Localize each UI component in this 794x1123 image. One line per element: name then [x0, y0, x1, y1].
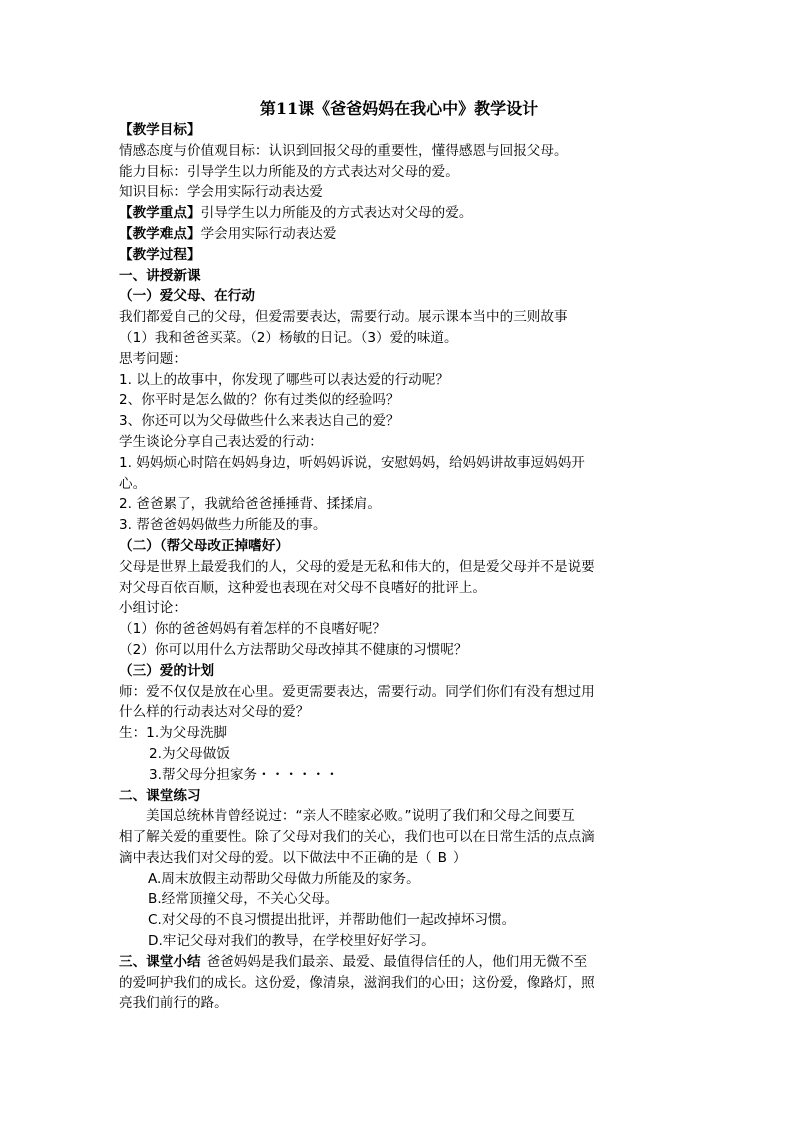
section3-heading: 三、课堂小结: [119, 953, 201, 970]
key-text: 引导学生以力所能及的方式表达对父母的爱。: [200, 205, 473, 222]
student-item-2: 2.为父母做饭: [149, 745, 230, 762]
question-2: 2、你平时是怎么做的？你有过类似的经验吗？: [119, 392, 400, 409]
section1-heading: 一、讲授新课: [119, 267, 201, 284]
group-question-2: （2）你可以用什么方法帮助父母改掉其不健康的习惯呢？: [119, 641, 468, 658]
part3-heading: （三）爱的计划: [119, 662, 215, 679]
part2-heading: （二）（帮父母改正掉嗜好）: [119, 537, 289, 554]
part2-text-line-1: 父母是世界上最爱我们的人，父母的爱是无私和伟大的，但是爱父母并不是说要: [119, 558, 595, 575]
group-label: 小组讨论：: [119, 600, 187, 617]
goal-knowledge: 知识目标：学会用实际行动表达爱: [119, 184, 323, 201]
share-1-line-2: 心。: [119, 475, 147, 492]
difficulty-point: [119, 224, 679, 245]
difficulty-text: 学会用实际行动表达爱: [200, 225, 337, 242]
summary-line-1: [119, 952, 679, 973]
exercise-question: 滴中表达我们对父母的爱。以下做法中不正确的是（: [119, 849, 432, 866]
document-title: 第11课《爸爸妈妈在我心中》教学设计: [259, 99, 539, 118]
summary-line-2: 的爱呵护我们的成长。这份爱，像清泉，滋润我们的心田；这份爱，像路灯，照: [119, 974, 595, 991]
difficulty-heading: 【教学难点】: [119, 225, 201, 242]
question-1: 1. 以上的故事中，你发现了哪些可以表达爱的行动呢？: [119, 371, 449, 388]
document-page: [119, 96, 679, 1014]
share-3: 3. 帮爸爸妈妈做些力所能及的事。: [119, 517, 327, 534]
think-label: 思考问题：: [119, 350, 187, 367]
exercise-answer: B: [437, 849, 447, 866]
share-label: 学生谈论分享自己表达爱的行动：: [119, 433, 323, 450]
goal-ability: 能力目标：引导学生以力所能及的方式表达对父母的爱。: [119, 163, 459, 180]
goal-emotion: 情感态度与价值观目标：认识到回报父母的重要性，懂得感恩与回报父母。: [119, 142, 568, 159]
option-c: C.对父母的不良习惯提出批评，并帮助他们一起改掉坏习惯。: [148, 912, 516, 929]
exercise-text-line-1: 美国总统林肯曾经说过：“亲人不睦家必败。”说明了我们和父母之间要互: [146, 808, 575, 825]
goals-heading: 【教学目标】: [119, 122, 201, 138]
option-a: A.周末放假主动帮助父母做力所能及的家务。: [148, 870, 420, 887]
exercise-bracket: ）: [452, 849, 467, 866]
option-d: D.牢记父母对我们的教导，在学校里好好学习。: [148, 933, 435, 950]
part1-stories: （1）我和爸爸买菜。（2）杨敏的日记。（3）爱的味道。: [119, 329, 458, 346]
share-1-line-1: 1. 妈妈烦心时陪在妈妈身边，听妈妈诉说，安慰妈妈，给妈妈讲故事逗妈妈开: [119, 454, 585, 471]
teacher-line-1: 师：爱不仅仅是放在心里。爱更需要表达，需要行动。同学们你们有没有想过用: [119, 683, 595, 700]
part2-text-line-2: 对父母百依百顺，这种爱也表现在对父母不良嗜好的批评上。: [119, 579, 487, 596]
exercise-text-line-2: 相了解关爱的重要性。除了父母对我们的关心，我们也可以在日常生活的点点滴: [119, 829, 595, 846]
option-b: B.经常顶撞父母，不关心父母。: [148, 891, 339, 908]
summary-line-3: 亮我们前行的路。: [119, 995, 228, 1012]
key-point: [119, 203, 679, 224]
section2-heading: 二、课堂练习: [119, 787, 201, 804]
student-item-3: 3.帮父母分担家务・・・・・・: [149, 766, 339, 783]
part1-heading: （一）爱父母、在行动: [119, 288, 255, 305]
question-3: 3、你还可以为父母做些什么来表达自己的爱？: [119, 413, 400, 430]
student-item-1: 生：1.为父母洗脚: [119, 725, 228, 742]
group-question-1: （1）你的爸爸妈妈有着怎样的不良嗜好呢？: [119, 621, 386, 638]
share-2: 2. 爸爸累了，我就给爸爸捶捶背、揉揉肩。: [119, 496, 381, 513]
key-heading: 【教学重点】: [119, 205, 201, 222]
teacher-line-2: 什么样的行动表达对父母的爱？: [119, 704, 310, 721]
part1-intro: 我们都爱自己的父母，但爱需要表达，需要行动。展示课本当中的三则故事: [119, 309, 568, 326]
process-heading: 【教学过程】: [119, 246, 201, 263]
exercise-text-line-3: [119, 848, 679, 869]
summary-text-1: 爸爸妈妈是我们最亲、最爱、最值得信任的人，他们用无微不至: [206, 953, 588, 970]
